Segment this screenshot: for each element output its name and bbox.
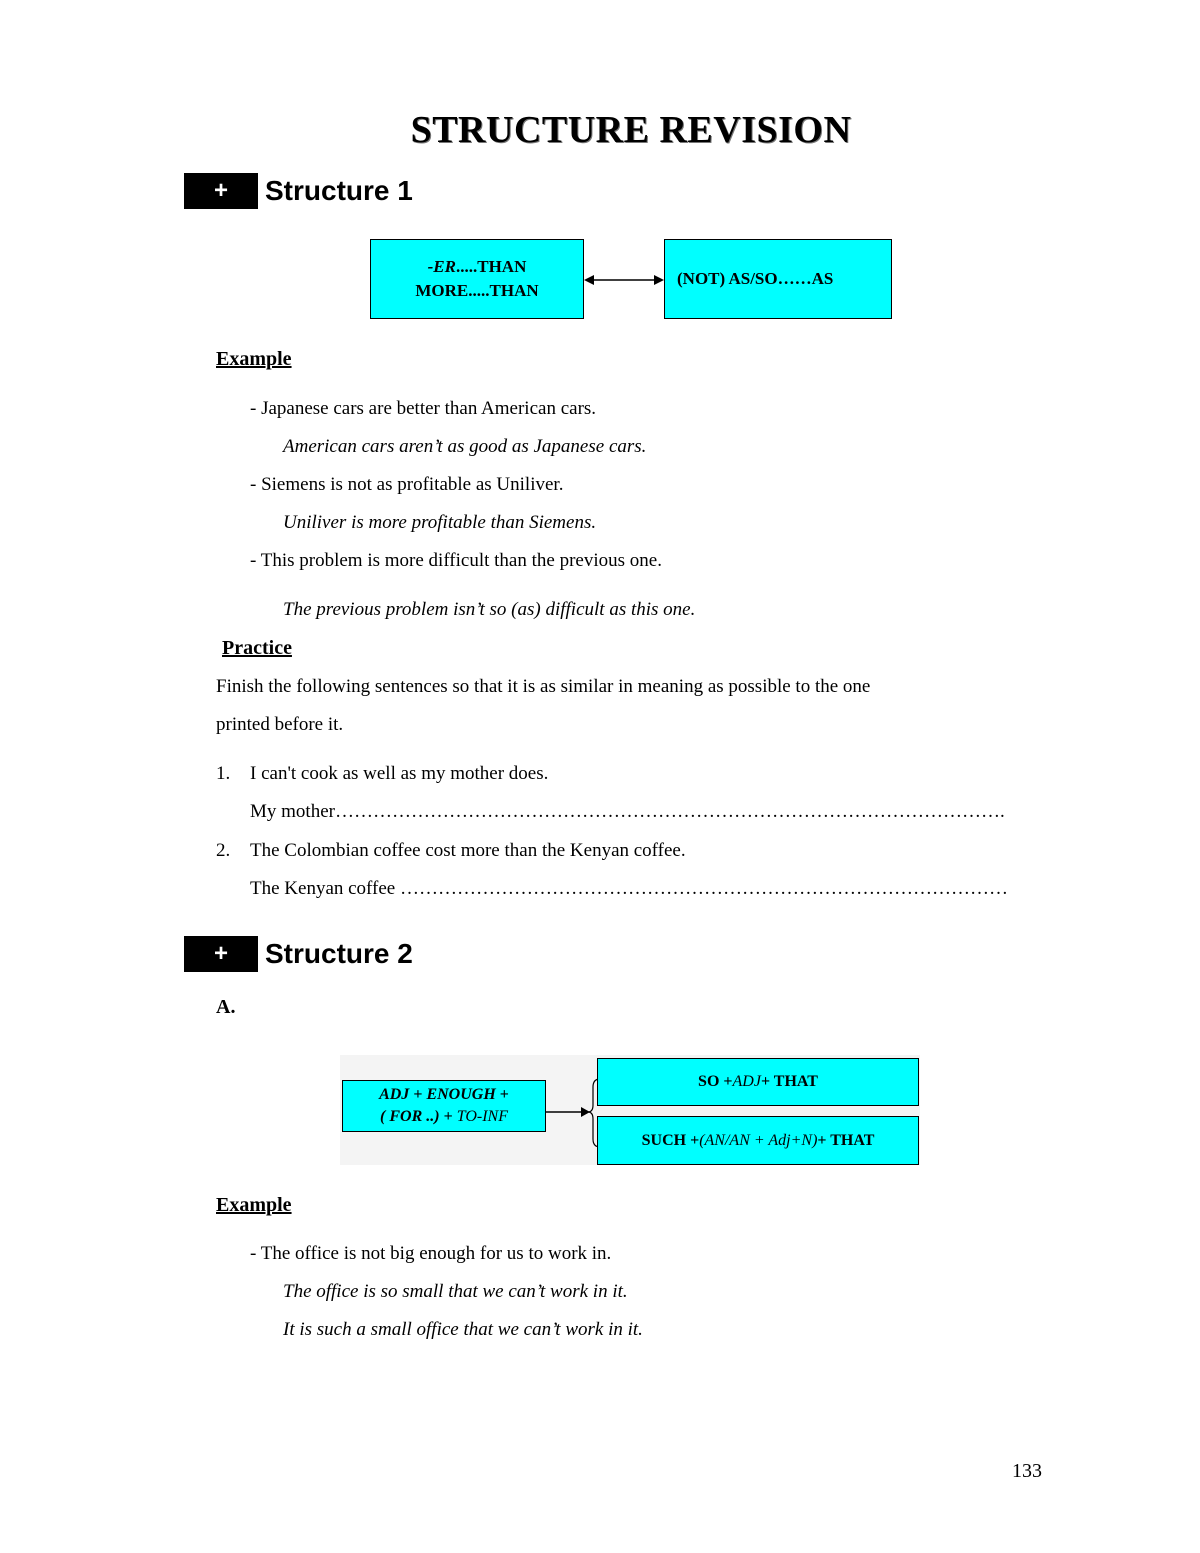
more-than-text: MORE.....THAN: [415, 281, 539, 300]
adj-text: ADJ: [379, 1086, 410, 1103]
example-heading-1: Example: [216, 348, 292, 370]
practice-sentence: The Colombian coffee cost more than the Kenyan coffee.: [250, 840, 686, 861]
double-arrow-icon: [584, 268, 664, 292]
example-heading-2: Example: [216, 1194, 292, 1216]
enough-text: ENOUGH: [426, 1086, 496, 1103]
item-number: 2.: [216, 840, 231, 861]
plus-badge: +: [184, 936, 258, 972]
page-title: STRUCTURE REVISION: [410, 109, 852, 151]
to-inf-text: TO-INF: [456, 1108, 508, 1125]
plus-text: +: [409, 1086, 427, 1103]
page-number: 133: [1012, 1460, 1042, 1482]
plus-text: +: [439, 1108, 457, 1125]
noun-phrase-text: (AN/AN + Adj+N): [699, 1131, 818, 1149]
so-text: SO +: [698, 1073, 733, 1090]
example-rewrite: The office is so small that we can’t work in it.: [283, 1281, 628, 1302]
that-text: + THAT: [760, 1073, 818, 1090]
brace-arrow-icon: [546, 1075, 602, 1155]
section-label: A.: [216, 996, 236, 1018]
practice-sentence: I can't cook as well as my mother does.: [250, 763, 549, 784]
equality-box: (NOT) AS/SO……AS: [664, 239, 892, 319]
enough-box: [342, 1080, 546, 1132]
example-rewrite: American cars aren’t as good as Japanese cars.: [283, 436, 647, 457]
practice-heading: Practice: [222, 637, 292, 659]
structure-1-heading: Structure 1: [265, 175, 413, 206]
answer-line[interactable]: My mother…………………………………………………………………………………………….: [250, 801, 1005, 822]
comparative-box: [370, 239, 584, 319]
for-text: ( FOR ..): [380, 1108, 440, 1125]
example-rewrite: The previous problem isn’t so (as) difficult as this one.: [283, 599, 696, 620]
item-number: 1.: [216, 763, 231, 784]
example-rewrite: Uniliver is more profitable than Siemens.: [283, 512, 597, 533]
plus-badge: +: [184, 173, 258, 209]
answer-line[interactable]: The Kenyan coffee ……………………………………………………………………………………: [250, 878, 1008, 899]
plus-text: +: [495, 1086, 509, 1103]
example-sentence: - Siemens is not as profitable as Uniliver.: [250, 474, 564, 495]
such-that-box: [597, 1116, 919, 1165]
practice-instruction: Finish the following sentences so that it is as similar in meaning as possible to the one: [216, 676, 871, 697]
practice-instruction-cont: printed before it.: [216, 714, 344, 735]
example-rewrite: It is such a small office that we can’t work in it.: [283, 1319, 643, 1340]
example-sentence: - Japanese cars are better than American cars.: [250, 398, 597, 419]
example-sentence: - The office is not big enough for us to work in.: [250, 1243, 612, 1264]
structure-2-heading: Structure 2: [265, 938, 413, 969]
than-text: .....THAN: [455, 257, 527, 276]
example-sentence: - This problem is more difficult than the previous one.: [250, 550, 662, 571]
so-that-box: [597, 1058, 919, 1106]
er-suffix: -ER: [427, 257, 456, 276]
such-text: SUCH +: [641, 1131, 700, 1149]
that-text: + THAT: [817, 1131, 875, 1149]
adj-text: ADJ: [732, 1073, 761, 1090]
